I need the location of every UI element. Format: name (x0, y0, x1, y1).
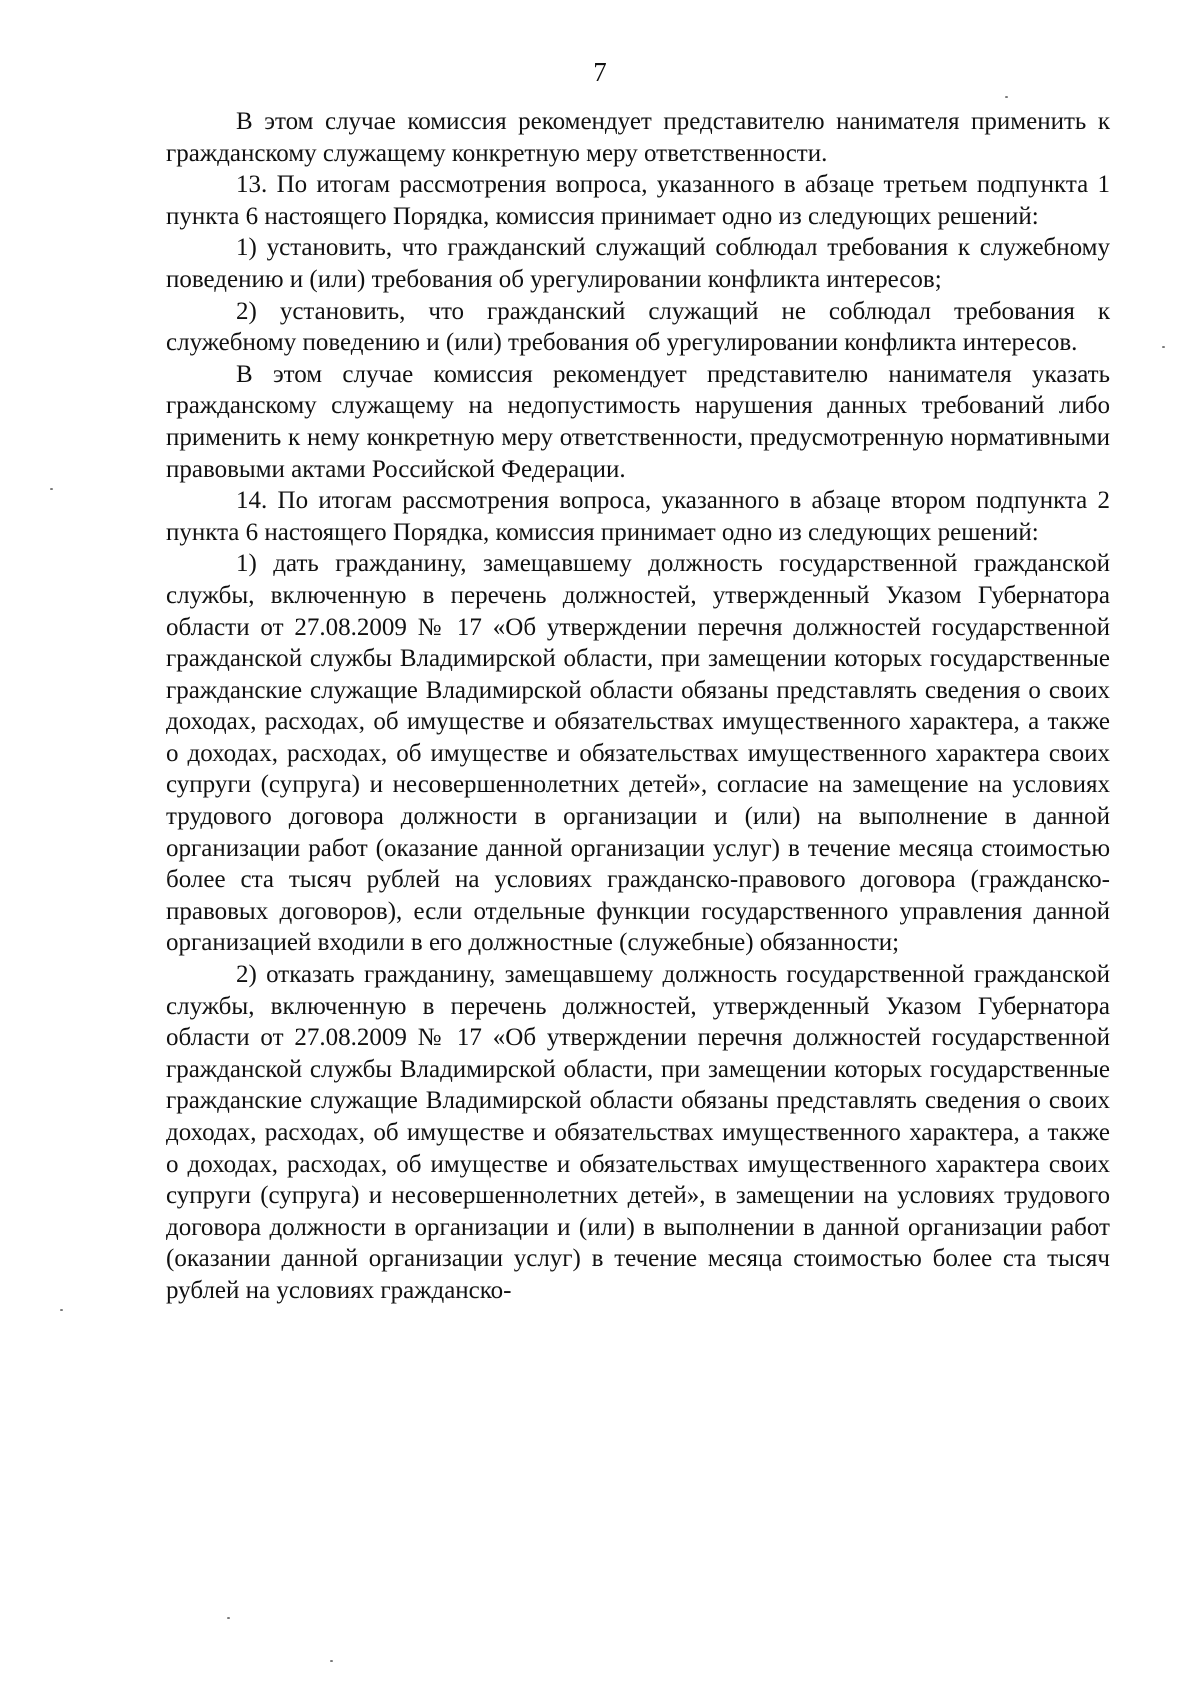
scan-speck (1005, 96, 1008, 98)
scan-speck (227, 1617, 230, 1619)
paragraph-item-13-1: 1) установить, что гражданский служащий соблюдал требования к служебному поведению и (или) требования об урегулировании конфликта интересов; (166, 234, 1110, 293)
paragraph-item-13-2: 2) установить, что гражданский служащий не соблюдал требования к служебному поведению и (или) требования об урегулировании конфликта интересов. (166, 297, 1110, 357)
paragraph-recommendation-1: В этом случае комиссия рекомендует представителю нанимателя применить к гражданскому служащему конкретную меру ответственности. (166, 108, 1110, 167)
paragraph-item-14-1: 1) дать гражданину, замещавшему должность государственной гражданской службы, включенную в перечень должностей, утвержденный Указом Губернатора области от 27.08.2009 № 17 «Об утверждении перечня должностей государственной гражданской службы Владимирской области, при замещении которых государственные гражданские служащие Владимирской области обязаны представлять сведения о своих доходах, расходах, об имуществе и обязательствах имущественного характера, а также о доходах, расходах, об имуществе и обязательствах имущественного характера своих супруги (супруга) и несовершеннолетних детей», согласие на замещение на условиях трудового договора должности в организации и (или) на выполнение в данной организации работ (оказание данной организации услуг) в течение месяца стоимостью более ста тысяч рублей на условиях гражданско-правового договора (гражданско-правовых договоров), если отдельные функции государственного управления данной организацией входили в его должностные (служебные) обязанности; (166, 550, 1110, 957)
document-body (166, 106, 1110, 1307)
scan-speck (60, 1309, 63, 1311)
page-number: 7 (593, 57, 607, 87)
scan-speck (50, 488, 53, 490)
scan-speck (1162, 346, 1165, 348)
paragraph-item-14: 14. По итогам рассмотрения вопроса, указанного в абзаце втором подпункта 2 пункта 6 настоящего Порядка, комиссия принимает одно из следующих решений: (166, 487, 1110, 546)
paragraph-recommendation-2: В этом случае комиссия рекомендует представителю нанимателя указать гражданскому служащему на недопустимость нарушения данных требований либо применить к нему конкретную меру ответственности, предусмотренную нормативными правовыми актами Российской Федерации. (166, 360, 1110, 483)
paragraph-item-14-2: 2) отказать гражданину, замещавшему должность государственной гражданской службы, включенную в перечень должностей, утвержденный Указом Губернатора области от 27.08.2009 № 17 «Об утверждении перечня должностей государственной гражданской службы Владимирской области, при замещении которых государственные гражданские служащие Владимирской области обязаны представлять сведения о своих доходах, расходах, об имуществе и обязательствах имущественного характера, а также о доходах, расходах, об имуществе и обязательствах имущественного характера своих супруги (супруга) и несовершеннолетних детей», в замещении на условиях трудового договора должности в организации и (или) в выполнении в данной организации работ (оказании данной организации услуг) в течение месяца стоимостью более ста тысяч рублей на условиях гражданско- (166, 961, 1110, 1304)
scan-speck (330, 1660, 333, 1662)
paragraph-item-13: 13. По итогам рассмотрения вопроса, указанного в абзаце третьем подпункта 1 пункта 6 настоящего Порядка, комиссия принимает одно из следующих решений: (166, 171, 1110, 230)
